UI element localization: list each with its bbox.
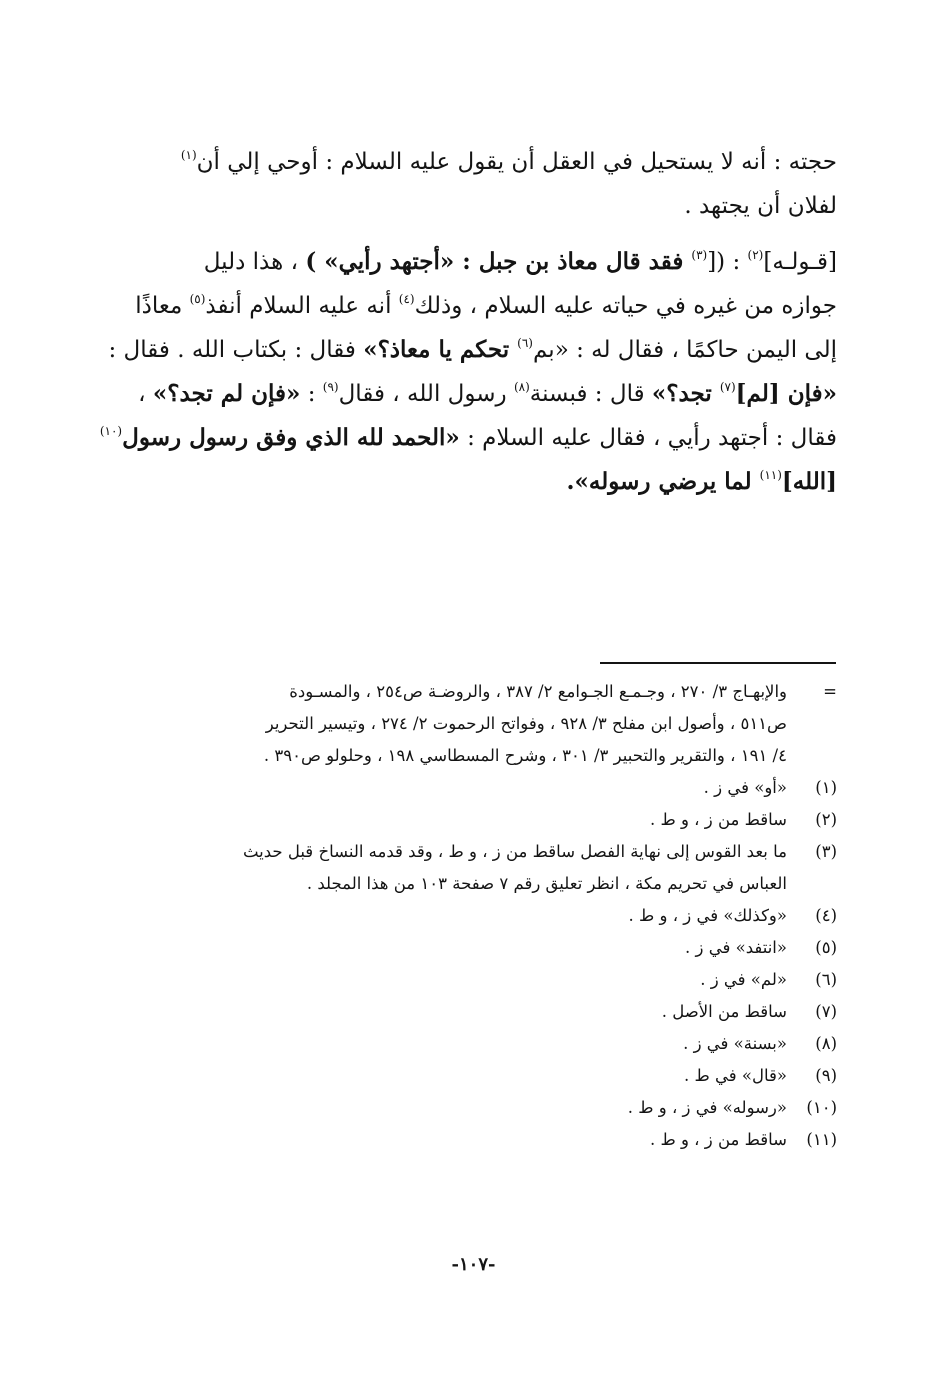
- footnote-text: ما بعد القوس إلى نهاية الفصل ساقط من ز ، و ط ، وقد قدمه النساخ قبل حديث: [242, 842, 787, 861]
- main-text: [99, 140, 837, 504]
- text-line: فقال : أجتهد رأيي ، فقال عليه السلام : «الحمد لله الذي وفق رسول رسول$^{(١٠)}$: [99, 424, 837, 451]
- footnote-ref[interactable]: (٩): [322, 380, 339, 394]
- footnote-number: (٨): [815, 1034, 837, 1053]
- footnote-ref[interactable]: (٣): [691, 248, 708, 262]
- footnote-ref[interactable]: (٥): [189, 292, 206, 306]
- quoted-text: «الحمد لله الذي وفق رسول رسول: [122, 424, 460, 451]
- footnote-item: [130, 1124, 837, 1156]
- quoted-text: لما يرضي رسوله».: [566, 468, 760, 495]
- footnote-ref[interactable]: (٢): [747, 248, 764, 262]
- footnote-number: (١): [815, 778, 837, 797]
- footnote-text: ساقط من ز ، و ط .: [649, 810, 787, 829]
- paragraph-2: [99, 240, 837, 504]
- footnotes: [130, 676, 837, 1156]
- footnote-ref[interactable]: (٧): [719, 380, 736, 394]
- footnote-ref[interactable]: (١٠): [99, 424, 123, 438]
- footnote-continuation: [130, 676, 837, 772]
- footnote-text: ساقط من ز ، و ط .: [649, 1130, 787, 1149]
- text-line: إلى اليمن حاكمًا ، فقال له : «بم$^{(٦)}$ تحكم يا معاذ؟» فقال : بكتاب الله . فقال :: [108, 336, 837, 363]
- footnote-number: (٩): [815, 1066, 837, 1085]
- footnote-text: «بسنة» في ز .: [683, 1034, 787, 1053]
- footnote-number: (١١): [806, 1130, 837, 1149]
- footnote-line: ص٥١١ ، وأصول ابن مفلح ٣/ ٩٢٨ ، وفواتح الرحموت ٢/ ٢٧٤ ، وتيسير التحرير: [265, 714, 787, 733]
- quoted-text: تجد؟»: [651, 380, 720, 407]
- footnote-ref[interactable]: (٤): [398, 292, 415, 306]
- quoted-text: «فإن [لم]: [735, 380, 837, 407]
- quoted-text: فقد قال معاذ بن جبل : «أجتهد رأيي» ): [305, 248, 692, 275]
- quoted-text: «فإن لم تجد؟»: [152, 380, 301, 407]
- footnote-item: [130, 932, 837, 964]
- quoted-text: تحكم يا معاذ؟»: [363, 336, 518, 363]
- footnote-item: [130, 1060, 837, 1092]
- footnote-item: [130, 772, 837, 804]
- text-line: [130, 460, 837, 504]
- footnote-text: «لم» في ز .: [700, 970, 787, 989]
- footnote-number: (٧): [815, 1002, 837, 1021]
- page-number: -١٠٧-: [451, 1254, 496, 1275]
- footnote-item: [130, 1028, 837, 1060]
- footnote-line: ٤/ ١٩١ ، والتقرير والتحبير ٣/ ٣٠١ ، وشرح المسطاسي ١٩٨ ، وحلولو ص٣٩٠ .: [263, 746, 787, 765]
- footnote-number: (٤): [815, 906, 837, 925]
- footnote-item: [130, 836, 837, 900]
- text-line: [قـولـه]$^{(٢)}$ : ([$^{(٣)}$ فقد قال معاذ بن جبل : «أجتهد رأيي» ) ، هذا دليل: [203, 248, 837, 275]
- footnote-line: والإبهـاج ٣/ ٢٧٠ ، وجـمـع الجـوامع ٢/ ٣٨٧ ، والروضـة ص٢٥٤ ، والمسـودة: [289, 682, 787, 701]
- continuation-mark: =: [823, 682, 837, 701]
- footnote-text: «انتفد» في ز .: [685, 938, 787, 957]
- footnote-ref[interactable]: (١١): [759, 468, 782, 482]
- footnote-ref[interactable]: (٦): [517, 336, 533, 350]
- paragraph-1: [130, 140, 837, 228]
- text-line: لفلان أن يجتهد .: [684, 193, 837, 219]
- footnote-separator: [600, 662, 836, 664]
- footnote-text: العباس في تحريم مكة ، انظر تعليق رقم ٧ صفحة ١٠٣ من هذا المجلد .: [306, 874, 787, 893]
- footnote-number: (٦): [815, 970, 837, 989]
- footnote-item: [130, 804, 837, 836]
- footnote-number: (١٠): [806, 1098, 837, 1117]
- footnote-ref[interactable]: (١): [180, 148, 197, 162]
- footnote-item: [130, 1092, 837, 1124]
- text-line: «فإن [لم]$^{(٧)}$ تجد؟» قال : فبسنة$^{(٨)}$ رسول الله ، فقال$^{(٩)}$ : «فإن لم تجد؟» ،: [138, 380, 837, 407]
- footnote-number: (٣): [815, 842, 837, 861]
- footnote-ref[interactable]: (٨): [513, 380, 530, 394]
- footnote-text: «أو» في ز .: [703, 778, 787, 797]
- footnote-item: [130, 996, 837, 1028]
- footnote-item: [130, 900, 837, 932]
- footnote-number: (٥): [815, 938, 837, 957]
- text-line: جوازه من غيره في حياته عليه السلام ، وذلك$^{(٤)}$ أنه عليه السلام أنفذ$^{(٥)}$ معاذًا: [135, 292, 837, 319]
- footnote-number: (٢): [815, 810, 837, 829]
- footnote-text: ساقط من الأصل .: [661, 1002, 787, 1021]
- footnote-item: [130, 964, 837, 996]
- footnote-text: «رسوله» في ز ، و ط .: [627, 1098, 787, 1117]
- quoted-text: [الله]: [781, 468, 837, 495]
- footnote-text: «قال» في ط .: [684, 1066, 787, 1085]
- text-line: حجته : أنه لا يستحيل في العقل أن يقول عليه السلام : أوحي إلي أن$^{(١)}$: [180, 148, 837, 175]
- footnote-text: «وكذلك» في ز ، و ط .: [628, 906, 787, 925]
